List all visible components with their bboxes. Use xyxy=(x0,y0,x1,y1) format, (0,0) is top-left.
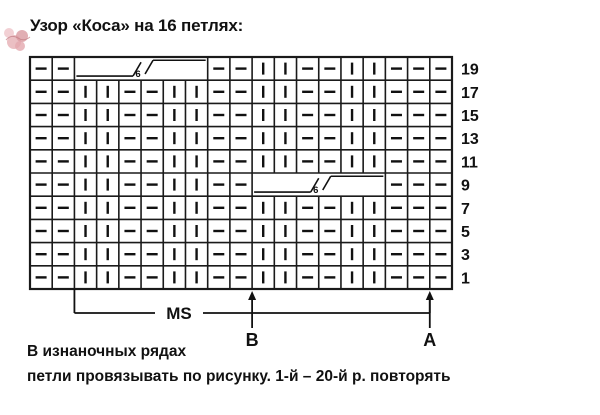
row-number-label: 7 xyxy=(461,200,470,218)
b-arrow-head xyxy=(248,291,256,300)
row-number-label: 3 xyxy=(461,247,470,265)
cable-count-label: 6 xyxy=(313,185,319,197)
row-number-label: 11 xyxy=(461,154,478,172)
repeat-markers xyxy=(74,289,436,350)
row-number-label: 5 xyxy=(461,224,470,241)
a-arrow-head xyxy=(426,291,434,300)
row-numbers xyxy=(461,62,479,288)
a-label: A xyxy=(423,330,437,350)
row-number-label: 15 xyxy=(461,108,479,125)
yarn-balls-logo xyxy=(4,28,30,51)
cable-slant-right xyxy=(145,60,153,74)
cable-count-label: 6 xyxy=(135,69,141,81)
note-line-1: В изнаночных рядах xyxy=(27,343,187,360)
row-number-label: 13 xyxy=(461,131,479,149)
ms-label: MS xyxy=(166,304,192,323)
b-label: B xyxy=(245,330,259,350)
row-number-label: 17 xyxy=(461,84,479,102)
cable-symbol xyxy=(254,176,383,196)
row-number-label: 19 xyxy=(461,61,479,79)
row-number-label: 1 xyxy=(461,270,470,288)
note-line-2: петли провязывать по рисунку. 1-й – 20-й р. повторять xyxy=(27,368,451,385)
cable-slant-right xyxy=(323,176,331,190)
row-number-label: 9 xyxy=(461,177,470,195)
chart-title: Узор «Коса» на 16 петлях: xyxy=(30,16,244,35)
cable-symbol xyxy=(76,60,205,80)
